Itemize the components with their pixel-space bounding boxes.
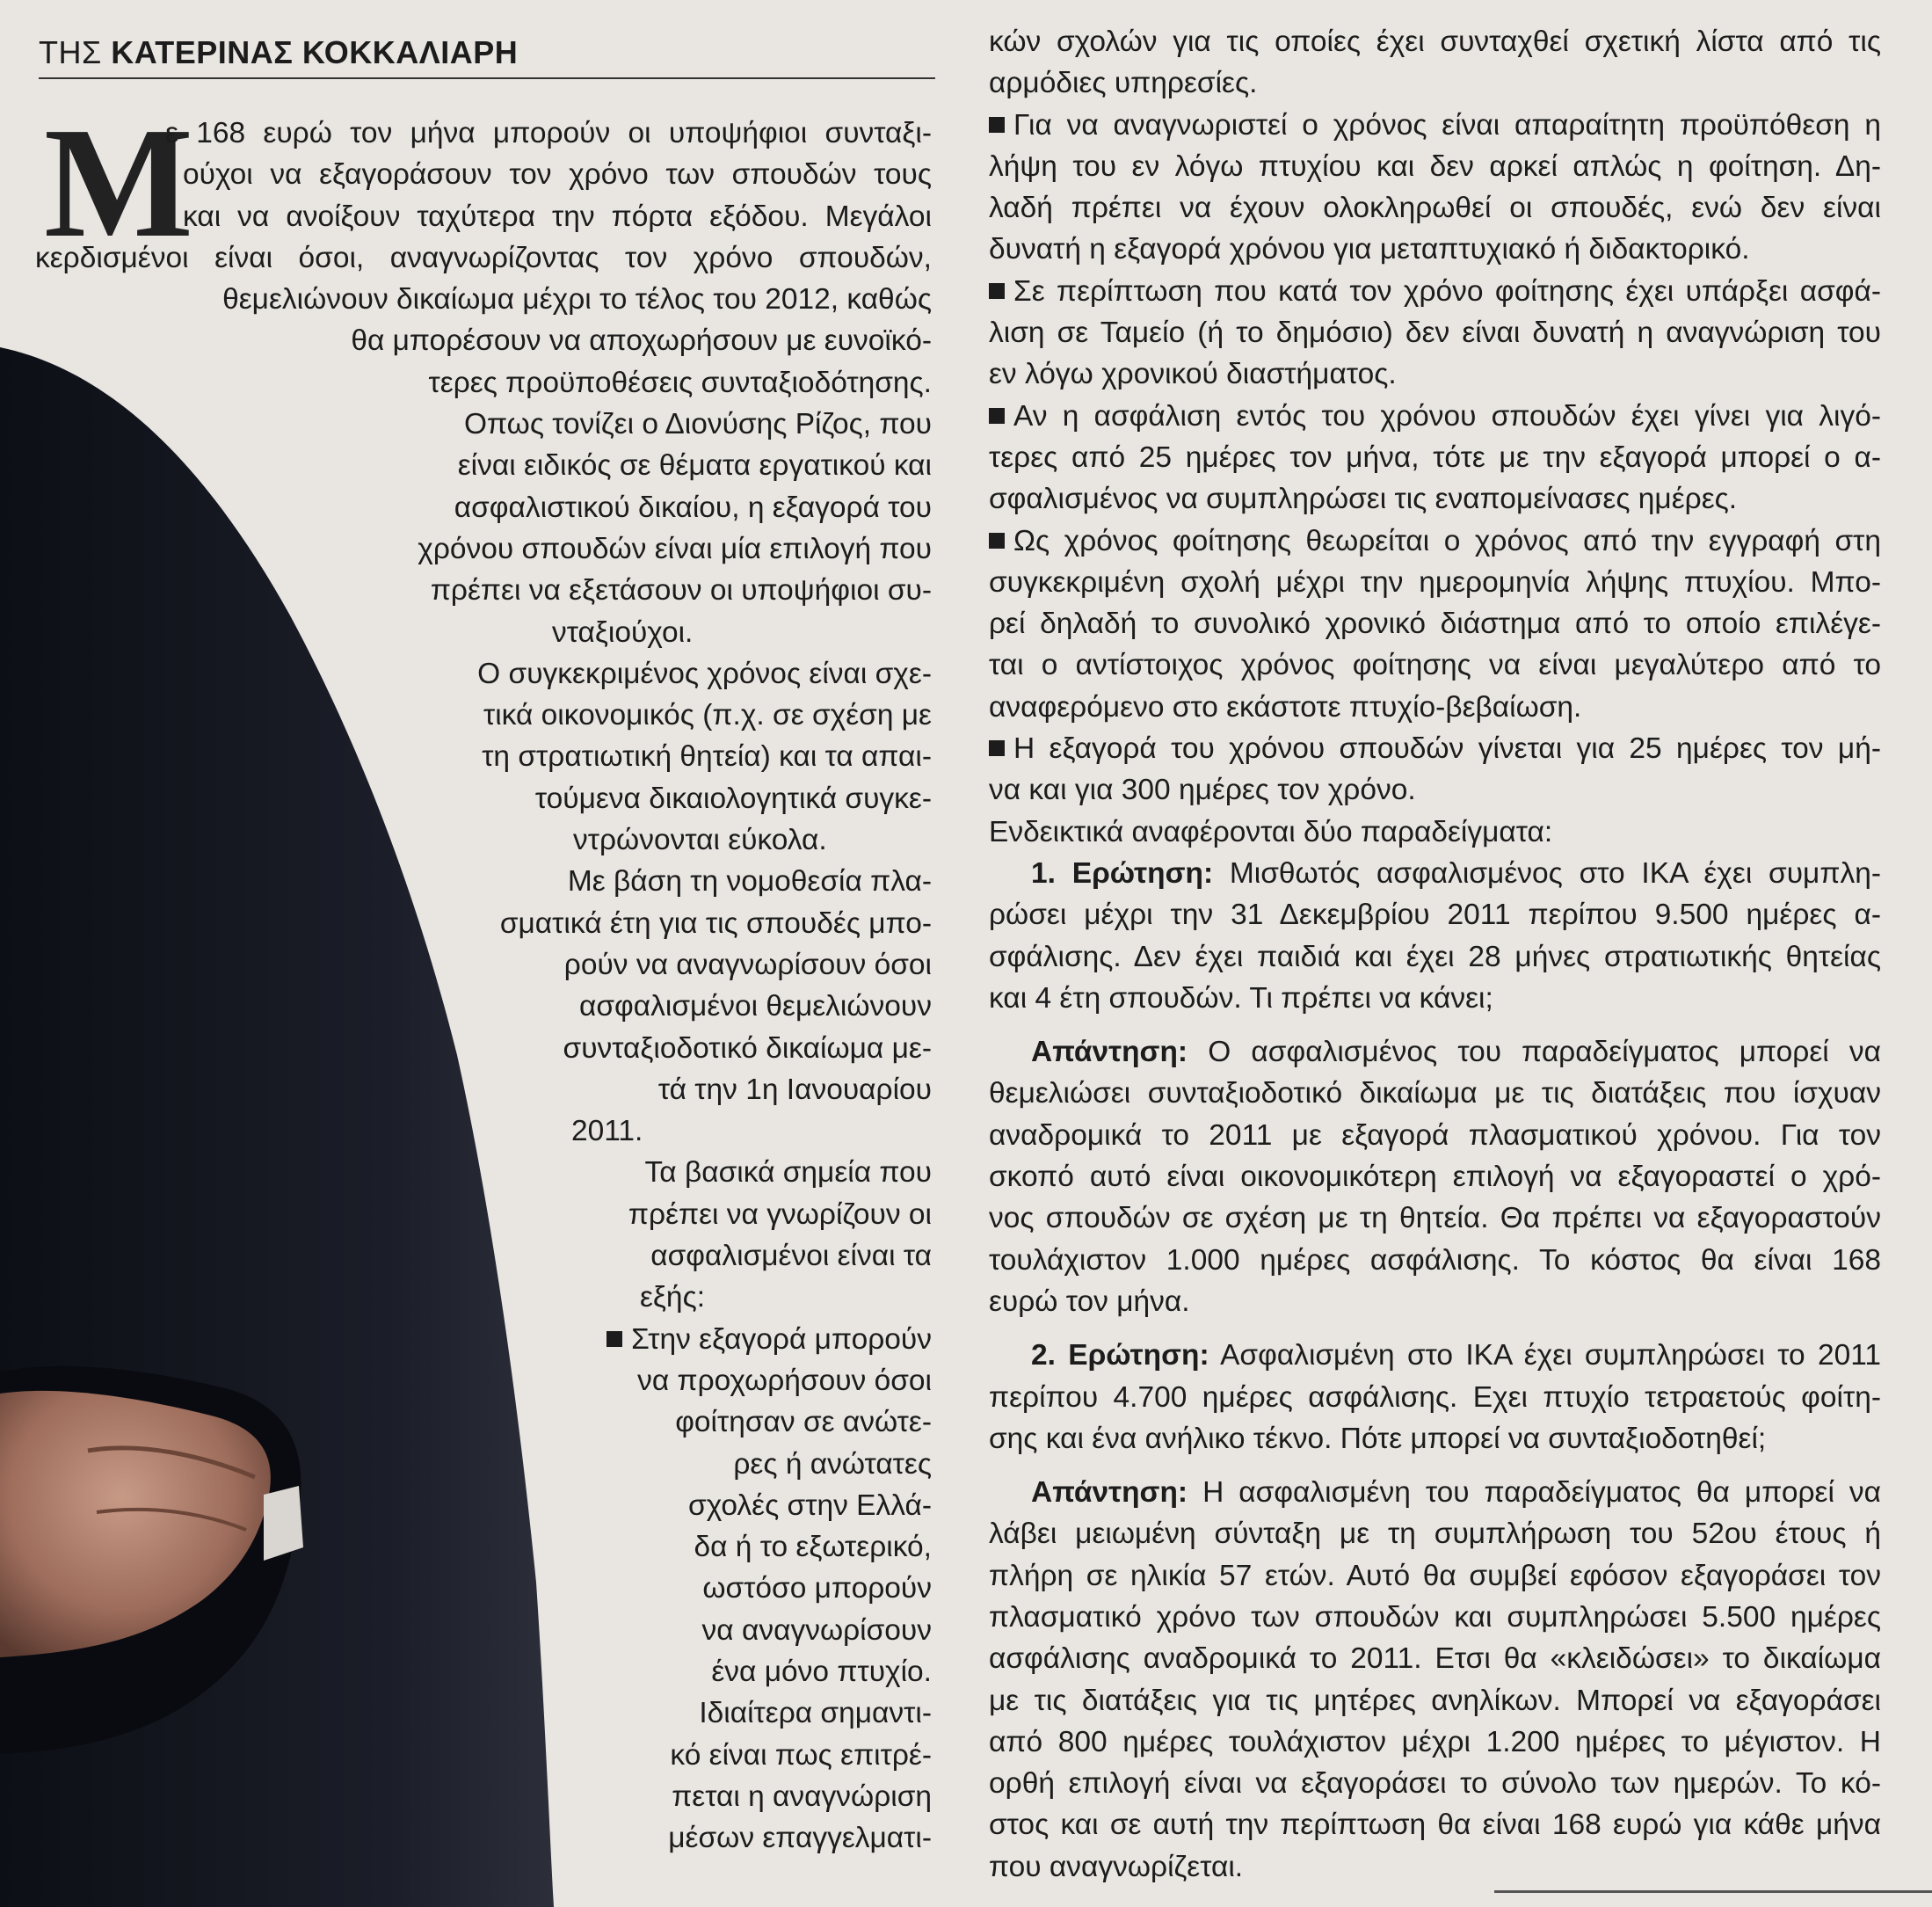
text-line: φοίτησαν σε ανώτε- [675,1406,932,1439]
text-line: ασφαλισμένοι είναι τα [650,1240,932,1273]
text-line: Οπως τονίζει ο Διονύσης Ρίζος, που [463,408,932,441]
text-line: μέσων επαγγελματι- [668,1822,932,1855]
text-line: λαδή πρέπει να έχουν ολοκληρωθεί οι σπουδές, ενώ δεν είναι [989,192,1881,225]
text-line: εξής: [640,1281,706,1314]
text-line: συγκεκριμένη σχολή μέχρι την ημερομηνία λήψης πτυχίου. Μπο- [989,565,1881,599]
column-right [989,21,1881,1888]
bullet-icon [989,533,1005,549]
text-line: θεμελιώνουν δικαίωμα μέχρι το τέλος του 2012, καθώς [222,283,932,317]
bullet-icon [989,283,1005,299]
text-line: ε 168 ευρώ τον μήνα μπορούν οι υποψήφιοι συνταξι- [165,117,932,149]
text-line: ασφαλιστικού δικαίου, η εξαγορά του [454,491,932,524]
bullet-icon [989,740,1005,756]
text-line: συνταξιοδοτικό δικαίωμα με- [563,1031,932,1065]
text-line: 2011. [571,1115,643,1148]
text-line: δυνατή η εξαγορά χρόνου για μεταπτυχιακό ή διδακτορικό. [989,233,1750,266]
text-line: Στην εξαγορά μπορούν [631,1322,932,1356]
text-line: Αν η ασφάλιση εντός του χρόνου σπουδών έχει γίνει για λιγό- [1013,399,1881,433]
text-line: τη στρατιωτική θητεία) και τα απαι- [482,740,932,774]
text-line: ένα μόνο πτυχίο. [711,1655,932,1688]
question-label: 1. Ερώτηση: [1031,856,1214,890]
text-line: ρούν να αναγνωρίσουν όσοι [563,948,932,981]
text-line: ορθή επιλογή είναι να εξαγοράσει το σύνολο των ημερών. Το κό- [989,1767,1881,1801]
bullet-line [989,396,1881,437]
answer-1-line [989,1031,1881,1073]
text-line: χρόνου σπουδών είναι μία επιλογή που [418,532,932,565]
bullet-line [989,271,1881,312]
text-line: δα ή το εξωτερικό, [694,1531,932,1564]
answer-2-line [989,1472,1881,1513]
byline-prefix: ΤΗΣ [39,34,102,70]
text-line: ρώσει μέχρι την 31 Δεκεμβρίου 2011 περίπου 9.500 ημέρες α- [989,899,1881,932]
text-line: ρεί δηλαδή το συνολικό χρονικό διάστημα από το οποίο επιλέγε- [989,608,1881,641]
text-line: αναφερόμενο στο εκάστοτε πτυχίο-βεβαίωση. [989,690,1582,724]
text-line: πεται η αναγνώριση [672,1780,932,1813]
text-line: αναδρομικά το 2011 με εξαγορά πλασματικού χρόνου. Για τον [989,1118,1881,1152]
text-line: ούχοι να εξαγοράσουν τον χρόνο των σπουδών τους [183,158,932,192]
text-line: Ο ασφαλισμένος του παραδείγματος μπορεί να [1208,1036,1881,1069]
drop-cap: Μ [44,95,193,270]
text-line: Τα βασικά σημεία που [644,1156,932,1190]
text-line: πρέπει να εξετάσουν οι υποψήφιοι συ- [430,574,932,608]
text-line: ασφαλισμένοι θεμελιώνουν [579,990,932,1023]
text-line: τικά οικονομικός (π.χ. σε σχέση με [483,699,932,732]
byline-author: ΚΑΤΕΡΙΝΑΣ ΚΟΚΚΑΛΙΑΡΗ [111,34,519,70]
question-label: 2. Ερώτηση: [1031,1339,1209,1372]
text-line: να αναγνωρίσουν [701,1613,932,1647]
text-line: ντρώνονται εύκολα. [573,824,827,857]
text-line: Η ασφαλισμένη του παραδείγματος θα μπορεί να [1202,1476,1881,1510]
text-line: ρες ή ανώτατες [733,1447,932,1481]
text-line: είναι ειδικός σε θέματα εργατικού και [457,449,932,483]
text-line: περίπου 4.700 ημέρες ασφάλισης. Εχει πτυχίο τετραετούς φοίτη- [989,1380,1881,1414]
text-line: σης και ένα ανήλικο τέκνο. Πότε μπορεί να συνταξιοδοτηθεί; [989,1422,1767,1455]
text-line: να προχωρήσουν όσοι [637,1364,932,1397]
text-line: λήψη του εν λόγω πτυχίου και δεν αρκεί απλώς η φοίτηση. Δη- [989,149,1881,183]
text-line: Ασφαλισμένη στο ΙΚΑ έχει συμπληρώσει το 2011 [1220,1339,1881,1372]
text-line: στος και σε αυτή την περίπτωση θα είναι 168 ευρώ για κάθε μήνα [989,1809,1881,1842]
text-line: θα μπορέσουν να αποχωρήσουν με ευνοϊκό- [351,324,932,358]
text-line: ωστόσο μπορούν [702,1572,932,1605]
column-left [35,95,932,1859]
text-line: από 800 ημέρες τουλάχιστον μέχρι 1.200 ημέρες το μέγιστον. Η [989,1725,1881,1758]
question-2-line [989,1335,1881,1376]
text-line: σφάλισης. Δεν έχει παιδιά και έχει 28 μήνες στρατιωτικής θητείας [989,940,1881,973]
text-line: σματικά έτη για τις σπουδές μπο- [499,906,932,940]
text-line: Ο συγκεκριμένος χρόνος είναι σχε- [477,657,932,690]
bullet-line [989,728,1881,769]
text-line: πλήρη σε ηλικία 57 ετών. Αυτό θα συμβεί εφόσον εξαγοράσει τον [989,1559,1881,1592]
text-line: Ιδιαίτερα σημαντι- [699,1697,932,1730]
text-line: λάβει μειωμένη σύνταξη με τη συμπλήρωση του 52ου έτους ή [989,1518,1881,1551]
answer-label: Απάντηση: [1031,1476,1188,1510]
text-line: σκοπό αυτό είναι οικονομικότερη επιλογή να εξαγοραστεί ο χρό- [989,1161,1881,1194]
bullet-icon [989,117,1005,133]
text-line: να και για 300 ημέρες τον χρόνο. [989,774,1416,807]
text-line: νος σπουδών σε σχέση με τη θητεία. Θα πρέπει να εξαγοραστούν [989,1202,1881,1235]
bullet-line [989,105,1881,146]
text-line: που αναγνωρίζεται. [989,1850,1244,1883]
text-line: λιση σε Ταμείο (ή το δημόσιο) δεν είναι δυνατή η αναγνώριση του [989,317,1881,350]
text-line: εν λόγω χρονικού διαστήματος. [989,358,1397,391]
text-line: νταξιούχοι. [552,615,694,649]
bullet-icon [989,408,1005,424]
text-line: κό είναι πως επιτρέ- [670,1738,932,1772]
text-line: τερες προϋποθέσεις συνταξιοδότησης. [428,366,932,399]
text-line: Σε περίπτωση που κατά τον χρόνο φοίτησης έχει υπάρξει ασφά- [1013,274,1881,308]
text-line: Η εξαγορά του χρόνου σπουδών γίνεται για 25 ημέρες τον μή- [1013,732,1881,766]
text-line: τουλάχιστον 1.000 ημέρες ασφάλισης. Το κόστος θα είναι 168 [989,1243,1881,1277]
text-line: αρμόδιες υπηρεσίες. [989,67,1258,100]
text-line: τούμενα δικαιολογητικά συγκε- [534,782,932,815]
divider [1494,1890,1932,1893]
bullet-icon [606,1331,622,1347]
text-line: Ενδεικτικά αναφέρονται δύο παραδείγματα: [989,815,1553,848]
text-line: Για να αναγνωριστεί ο χρόνος είναι απαραίτητη προϋπόθεση η [1013,108,1881,142]
question-1-line [989,853,1881,894]
text-line: θεμελιώσει συνταξιοδοτικό δικαίωμα με τις διατάξεις που ίσχυαν [989,1077,1881,1110]
text-line: Μισθωτός ασφαλισμένος στο ΙΚΑ έχει συμπλη- [1229,856,1881,890]
text-line: και να ανοίξουν ταχύτερα την πόρτα εξόδου. Μεγάλοι [183,200,932,233]
text-line: κών σχολών για τις οποίες έχει συνταχθεί σχετική λίστα από τις [989,25,1881,58]
text-line: τερες από 25 ημέρες τον μήνα, τότε με την εξαγορά μπορεί ο α- [989,440,1881,474]
text-line: σχολές στην Ελλά- [688,1488,932,1522]
text-line: σφαλισμένος να συμπληρώσει τις εναπομείνασες ημέρες. [989,483,1738,516]
answer-label: Απάντηση: [1031,1036,1188,1069]
text-line: πρέπει να γνωρίζουν οι [628,1197,932,1231]
bullet-line [35,1319,932,1360]
byline [39,33,935,79]
text-line: και 4 έτη σπουδών. Τι πρέπει να κάνει; [989,981,1493,1015]
text-line: ασφάλισης αναδρομικά το 2011. Ετσι θα «κλειδώσει» το δικαίωμα [989,1642,1881,1676]
text-line: πλασματικό χρόνο των σπουδών και συμπληρώσει 5.500 ημέρες [989,1600,1881,1634]
text-line: με τις διατάξεις για τις μητέρες ανηλίκων. Μπορεί να εξαγοράσει [989,1684,1881,1717]
text-line: ται ο αντίστοιχος χρόνος φοίτησης να είναι μεγαλύτερο από το [989,649,1881,682]
text-line: Με βάση τη νομοθεσία πλα- [567,865,932,899]
bullet-line [989,520,1881,562]
text-line: ευρώ τον μήνα. [989,1285,1190,1318]
text-line: τά την 1η Ιανουαρίου [657,1073,932,1106]
text-line: Ως χρόνος φοίτησης θεωρείται ο χρόνος από την εγγραφή στη [1013,524,1881,557]
text-line: κερδισμένοι είναι όσοι, αναγνωρίζοντας τον χρόνο σπουδών, [35,241,932,274]
